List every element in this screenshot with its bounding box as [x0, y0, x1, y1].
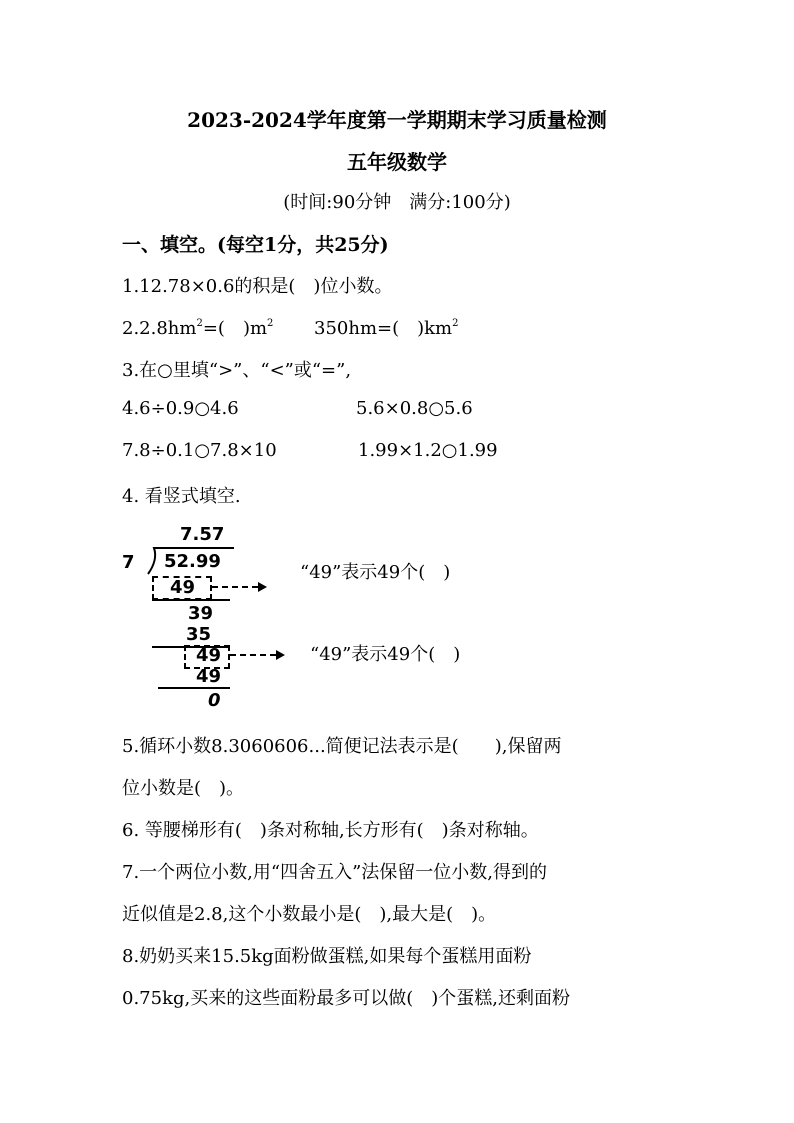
q3-row1-b: 5.6×0.8○5.6 [356, 398, 473, 419]
question-2 [122, 314, 273, 340]
q2-part-b: 350hm=( )$km^2$ [314, 318, 459, 339]
q2-part-a: $2.2.8hm^2=$( )$m^2$ [122, 318, 274, 339]
arrow-head-1 [258, 582, 267, 592]
q4-note-2: “49”表示49个( ) [310, 644, 461, 665]
q3-row2-b: 1.99×1.2○1.99 [358, 440, 498, 461]
arrow-head-2 [276, 650, 285, 660]
ld-remainder: 0 [208, 690, 221, 711]
q3-row1-a: 4.6÷0.9○4.6 [122, 398, 239, 419]
ld-quotient: 7.57 [180, 524, 225, 545]
section-heading-fill-blank: 一、填空。(每空1分，共25分) [122, 234, 389, 256]
question-5-line2: 位小数是( )。 [122, 778, 245, 799]
question-6: 6. 等腰梯形有( )条对称轴,长方形有( )条对称轴。 [122, 820, 539, 841]
arrow-line-2 [230, 654, 276, 656]
ld-step4: 49 [196, 645, 222, 666]
ld-divisor: 7 [122, 552, 135, 573]
q3-row2-a: 7.8÷0.1○7.8×10 [122, 440, 277, 461]
ld-rule-3 [158, 687, 230, 689]
question-8-line2: 0.75kg,买来的这些面粉最多可以做( )个蛋糕,还剩面粉 [122, 988, 570, 1009]
exam-subtitle: 五年级数学 [347, 150, 447, 174]
question-7-line1: 7.一个两位小数,用“四舍五入”法保留一位小数,得到的 [122, 862, 548, 883]
question-3-prompt: 3.在○里填“>”、“<”或“=”, [122, 360, 352, 381]
question-8-line1: 8.奶奶买来15.5kg面粉做蛋糕,如果每个蛋糕用面粉 [122, 946, 532, 967]
question-5-line1: 5.循环小数8.3060606...简便记法表示是( ),保留两 [122, 736, 562, 757]
exam-info: (时间:90分钟 满分:100分) [283, 192, 511, 213]
ld-step1: 49 [170, 577, 196, 598]
ld-step3: 35 [186, 624, 212, 645]
arrow-line-1 [212, 586, 258, 588]
q4-note-1: “49”表示49个( ) [300, 562, 451, 583]
exam-title: 2023-2024学年度第一学期期末学习质量检测 [187, 108, 607, 132]
question-4-prompt: 4. 看竖式填空. [122, 486, 241, 507]
ld-step5: 49 [196, 666, 222, 687]
ld-rule-1 [152, 599, 230, 601]
question-7-line2: 近似值是2.8,这个小数最小是( ),最大是( )。 [122, 904, 497, 925]
ld-step2: 39 [188, 603, 214, 624]
question-1: 1.12.78×0.6的积是( )位小数。 [122, 276, 393, 297]
ld-dividend: 52.99 [164, 551, 221, 572]
